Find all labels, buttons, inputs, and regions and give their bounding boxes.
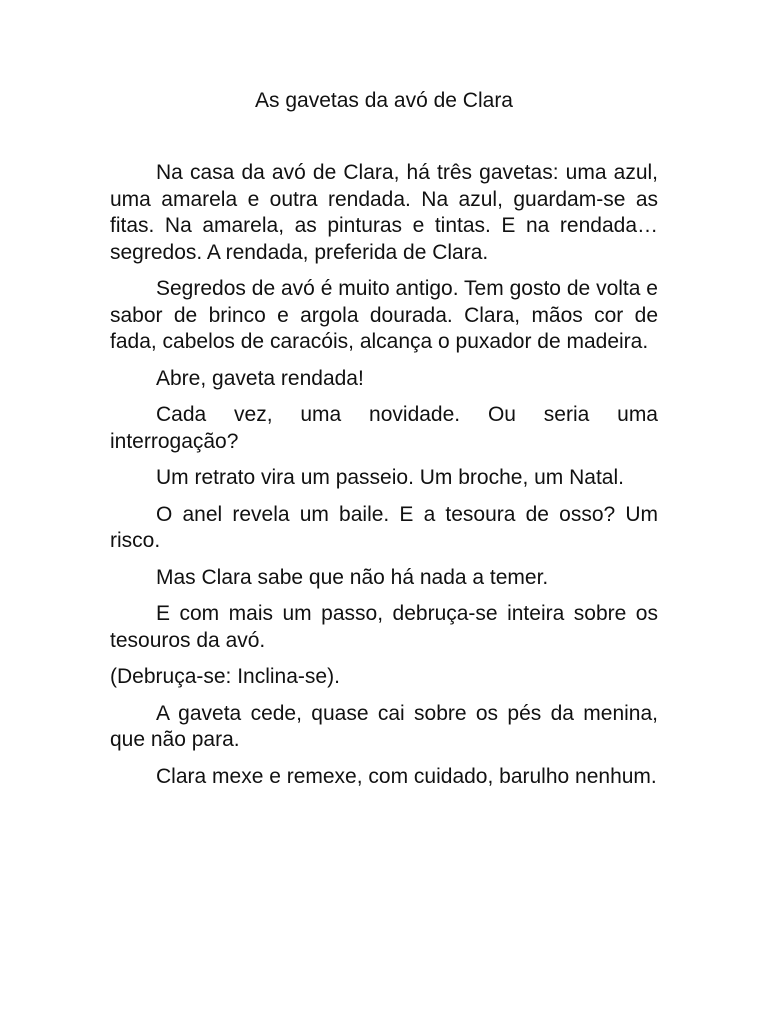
paragraph-10: A gaveta cede, quase cai sobre os pés da menina, que não para. bbox=[110, 701, 658, 751]
paragraph-7: Mas Clara sabe que não há nada a temer. bbox=[156, 565, 549, 589]
paragraph-3: Abre, gaveta rendada! bbox=[156, 366, 364, 390]
paragraph-5: Um retrato vira um passeio. Um broche, um Natal. bbox=[156, 466, 624, 489]
paragraph-8: E com mais um passo, debruça-se inteira sobre os tesouros da avó. bbox=[110, 602, 658, 652]
paragraph-6: O anel revela um baile. E a tesoura de osso? Um risco. bbox=[110, 502, 658, 552]
paragraph-1: Na casa da avó de Clara, há três gavetas: uma azul, uma amarela e outra rendada. Na azul, guardam-se as fitas. Na amarela, as pinturas e tintas. E na rendada… segredos. A rendada, preferida de Clara. bbox=[110, 161, 658, 264]
document-body bbox=[110, 160, 658, 800]
paragraph-4: Cada vez, uma novidade. Ou seria uma interrogação? bbox=[110, 403, 658, 453]
paragraph-2: Segredos de avó é muito antigo. Tem gosto de volta e sabor de brinco e argola dourada. Clara, mãos cor de fada, cabelos de caracóis, alcança o puxador de madeira. bbox=[110, 277, 658, 353]
document-title: As gavetas da avó de Clara bbox=[255, 89, 513, 112]
paragraph-11: Clara mexe e remexe, com cuidado, barulho nenhum. bbox=[156, 764, 657, 788]
paragraph-9-note: (Debruça-se: Inclina-se). bbox=[110, 665, 340, 688]
